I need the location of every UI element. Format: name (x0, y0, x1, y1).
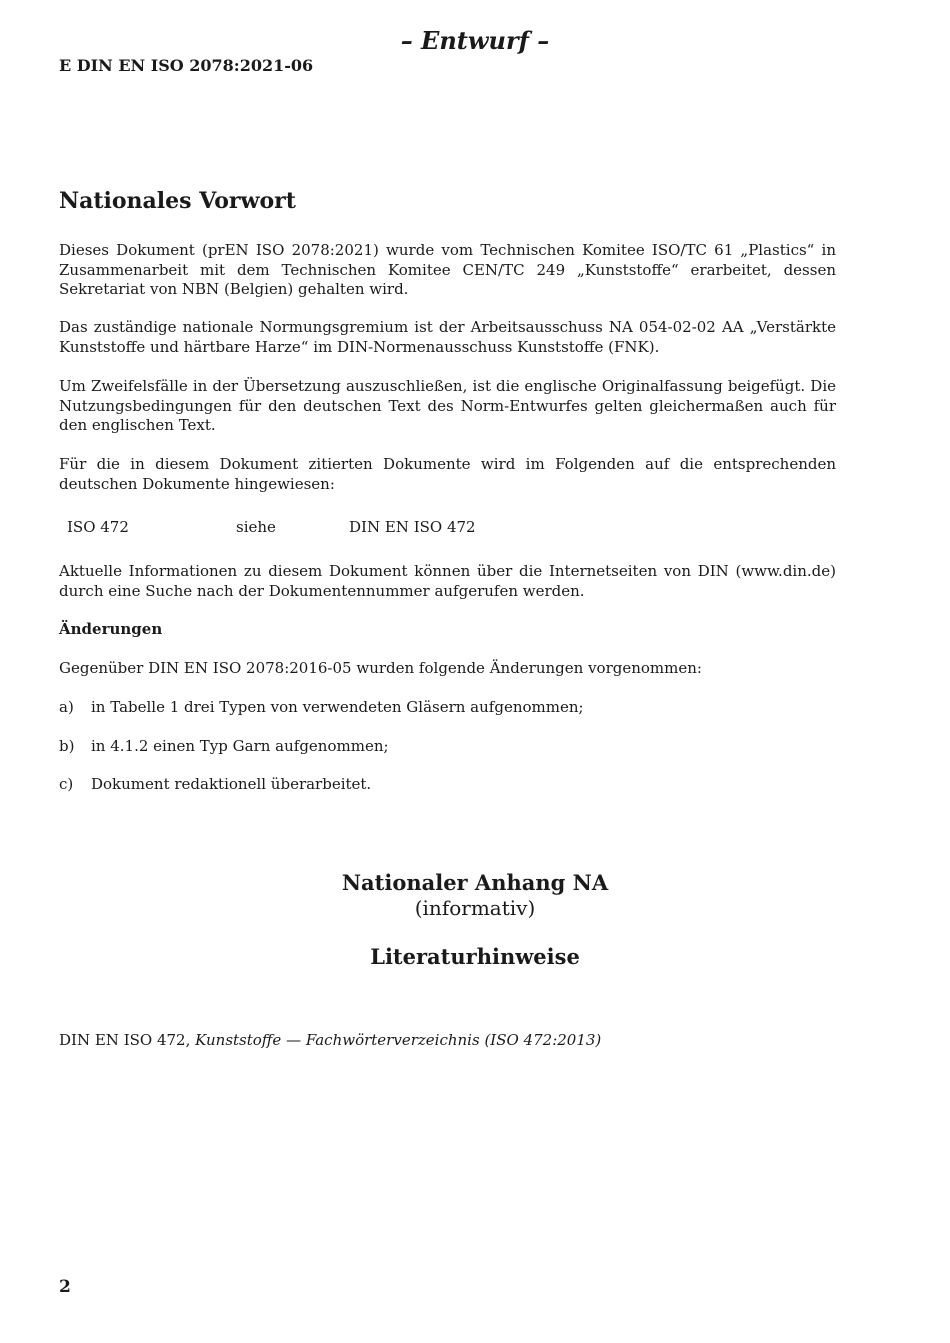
document-number: E DIN EN ISO 2078:2021-06 (59, 56, 314, 75)
page-number: 2 (59, 1277, 71, 1297)
foreword-paragraph: Dieses Dokument (prEN ISO 2078:2021) wurde vom Technischen Komitee ISO/TC 61 „Plastics“ in Zusammenarbeit mit dem Technischen Komitee CEN/TC 249 „Kunststoffe“ erarbeitet, dessen Sekretariat von NBN (Belgien) gehalten wird. (59, 241, 836, 298)
see-label: siehe (236, 518, 276, 536)
list-item-letter: c) (59, 775, 74, 793)
foreword-paragraph: Für die in diesem Dokument zitierten Dokumente wird im Folgenden auf die entsprechenden deutschen Dokumente hingewiesen: (59, 455, 836, 493)
changes-intro: Gegenüber DIN EN ISO 2078:2016-05 wurden folgende Änderungen vorgenommen: (59, 659, 702, 677)
din-reference: DIN EN ISO 472 (349, 518, 476, 536)
changes-title: Änderungen (59, 620, 163, 638)
list-item: in Tabelle 1 drei Typen von verwendeten Gläsern aufgenommen; (91, 698, 584, 716)
foreword-title: Nationales Vorwort (59, 188, 296, 214)
annex-subtitle: (informativ) (414, 896, 536, 920)
foreword-paragraph: Um Zweifelsfälle in der Übersetzung auszuschließen, ist die englische Originalfassung beigefügt. Die Nutzungsbedingungen für den deutschen Text des Norm-Entwurfes gelten gleichermaßen auch für den englischen Text. (59, 377, 836, 434)
annex-title: Nationaler Anhang NA (341, 870, 609, 895)
list-item: Dokument redaktionell überarbeitet. (91, 775, 372, 793)
list-item: in 4.1.2 einen Typ Garn aufgenommen; (91, 737, 389, 755)
bibliography-entry (59, 1031, 601, 1049)
reference-number: DIN EN ISO 472, (59, 1031, 196, 1049)
list-item-letter: b) (59, 737, 75, 755)
reference-title: Kunststoffe — Fachwörterverzeichnis (ISO 472:2013) (195, 1031, 602, 1049)
info-paragraph: Aktuelle Informationen zu diesem Dokument können über die Internetseiten von DIN (www.din.de) durch eine Suche nach der Dokumentennummer aufgerufen werden. (59, 562, 836, 600)
foreword-paragraph: Das zuständige nationale Normungsgremium ist der Arbeitsausschuss NA 054-02-02 AA „Verstärkte Kunststoffe und härtbare Harze“ im DIN-Normenausschuss Kunststoffe (FNK). (59, 318, 836, 356)
list-item-letter: a) (59, 698, 74, 716)
iso-reference: ISO 472 (67, 518, 129, 536)
draft-label: – Entwurf – (400, 26, 550, 55)
bibliography-title: Literaturhinweise (370, 944, 580, 969)
